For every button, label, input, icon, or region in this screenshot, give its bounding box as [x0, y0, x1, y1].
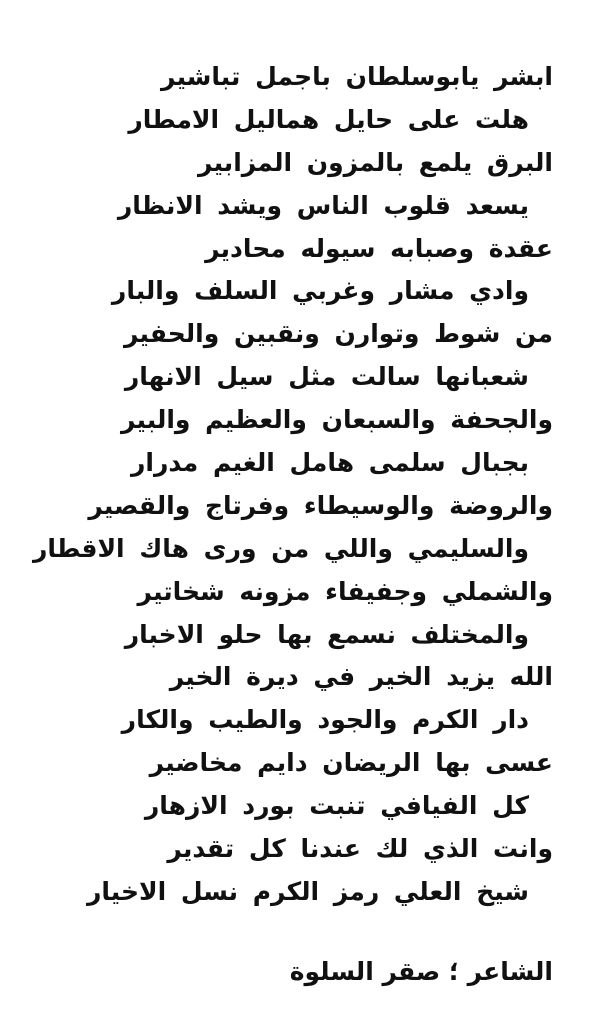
- cropped-text-fragment: [0, 0, 593, 4]
- poem-line: والمختلف نسمع بها حلو الاخبار: [124, 619, 529, 649]
- poem-line: وانت الذي لك عندنا كل تقدير: [167, 834, 553, 864]
- poem-line: والشملي وجفيفاء مزونه شخاتير: [137, 576, 553, 606]
- poem: [32, 56, 553, 914]
- poem-line: عقدة وصبابه سيوله محادير: [205, 233, 553, 263]
- poem-line: بجبال سلمى هامل الغيم مدرار: [130, 448, 529, 478]
- poem-line: والجحفة والسبعان والعظيم والبير: [120, 405, 553, 435]
- poet-signature: الشاعر ؛ صقر السلوة: [289, 957, 553, 986]
- poem-line: ابشر يابوسلطان باجمل تباشير: [161, 62, 553, 91]
- poem-line: عسى بها الريضان دايم مخاضير: [149, 748, 553, 778]
- poem-line: شيخ العلي رمز الكرم نسل الاخيار: [86, 876, 529, 906]
- poem-line: الله يزيد الخير في ديرة الخير: [169, 662, 553, 692]
- poem-line: وادي مشار وغربي السلف والبار: [111, 276, 529, 306]
- poem-line: من شوط وتوارن ونقبين والحفير: [123, 319, 553, 349]
- poem-line: البرق يلمع بالمزون المزابير: [198, 147, 553, 177]
- poem-line: يسعد قلوب الناس ويشد الانظار: [117, 190, 529, 220]
- poem-line: والروضة والوسيطاء وفرتاج والقصير: [88, 490, 553, 520]
- poem-line: والسليمي واللي من ورى هاك الاقطار: [32, 533, 529, 563]
- poem-line: دار الكرم والجود والطيب والكار: [121, 705, 529, 735]
- poem-line: شعبانها سالت مثل سيل الانهار: [124, 362, 529, 392]
- poem-line: هلت على حايل هماليل الامطار: [128, 104, 529, 134]
- poem-line: كل الفيافي تنبت بورد الازهار: [144, 791, 529, 821]
